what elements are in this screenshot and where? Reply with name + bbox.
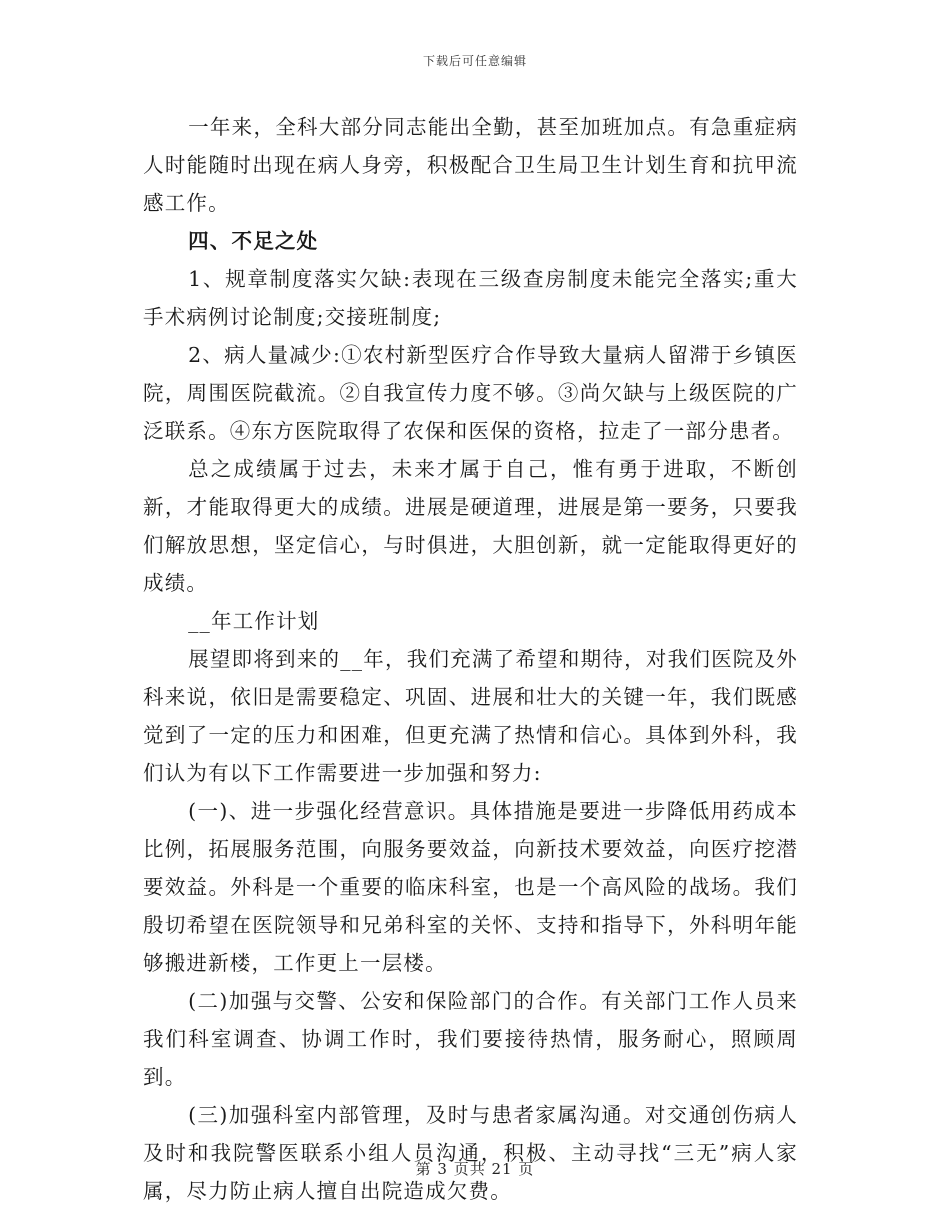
paragraph-plan-2: (二)加强与交警、公安和保险部门的合作。有关部门工作人员来我们科室调查、协调工作时，我们要接待热情，服务耐心，照顾周到。	[143, 989, 798, 1089]
section-heading-shortcomings: 四、不足之处	[188, 229, 319, 253]
paragraph-shortcoming-1: 1、规章制度落实欠缺:表现在三级查房制度未能完全落实;重大手术病例讨论制度;交接班制度;	[143, 267, 798, 329]
paragraph-plan-1: (一)、进一步强化经营意识。具体措施是要进一步降低用药成本比例，拓展服务范围，向服务要效益，向新技术要效益，向医疗挖潜要效益。外科是一个重要的临床科室，也是一个高风险的战场。我们殷切希望在医院领导和兄弟科室的关怀、支持和指导下，外科明年能够搬进新楼，工作更上一层楼。	[143, 799, 798, 975]
page-header: 下载后可任意编辑	[422, 54, 527, 68]
document-body	[143, 108, 798, 1210]
page-footer: 第 3 页共 21 页	[415, 1160, 535, 1178]
section-heading-work-plan: __年工作计划	[188, 609, 320, 633]
paragraph-outlook: 展望即将到来的__年，我们充满了希望和期待，对我们医院及外科来说，依旧是需要稳定、巩固、进展和壮大的关键一年，我们既感觉到了一定的压力和困难，但更充满了热情和信心。具体到外科，我们认为有以下工作需要进一步加强和努力:	[143, 647, 798, 785]
paragraph-attendance: 一年来，全科大部分同志能出全勤，甚至加班加点。有急重症病人时能随时出现在病人身旁，积极配合卫生局卫生计划生育和抗甲流感工作。	[143, 115, 798, 215]
paragraph-plan-3: (三)加强科室内部管理，及时与患者家属沟通。对交通创伤病人及时和我院警医联系小组人员沟通，积极、主动寻找“三无”病人家属，尽力防止病人擅自出院造成欠费。	[143, 1103, 798, 1203]
paragraph-shortcoming-2: 2、病人量减少:①农村新型医疗合作导致大量病人留滞于乡镇医院，周围医院截流。②自我宣传力度不够。③尚欠缺与上级医院的广泛联系。④东方医院取得了农保和医保的资格，拉走了一部分患者。	[143, 343, 798, 443]
paragraph-summary: 总之成绩属于过去，未来才属于自己，惟有勇于进取，不断创新，才能取得更大的成绩。进展是硬道理，进展是第一要务，只要我们解放思想，坚定信心，与时俱进，大胆创新，就一定能取得更好的成绩。	[143, 457, 798, 595]
